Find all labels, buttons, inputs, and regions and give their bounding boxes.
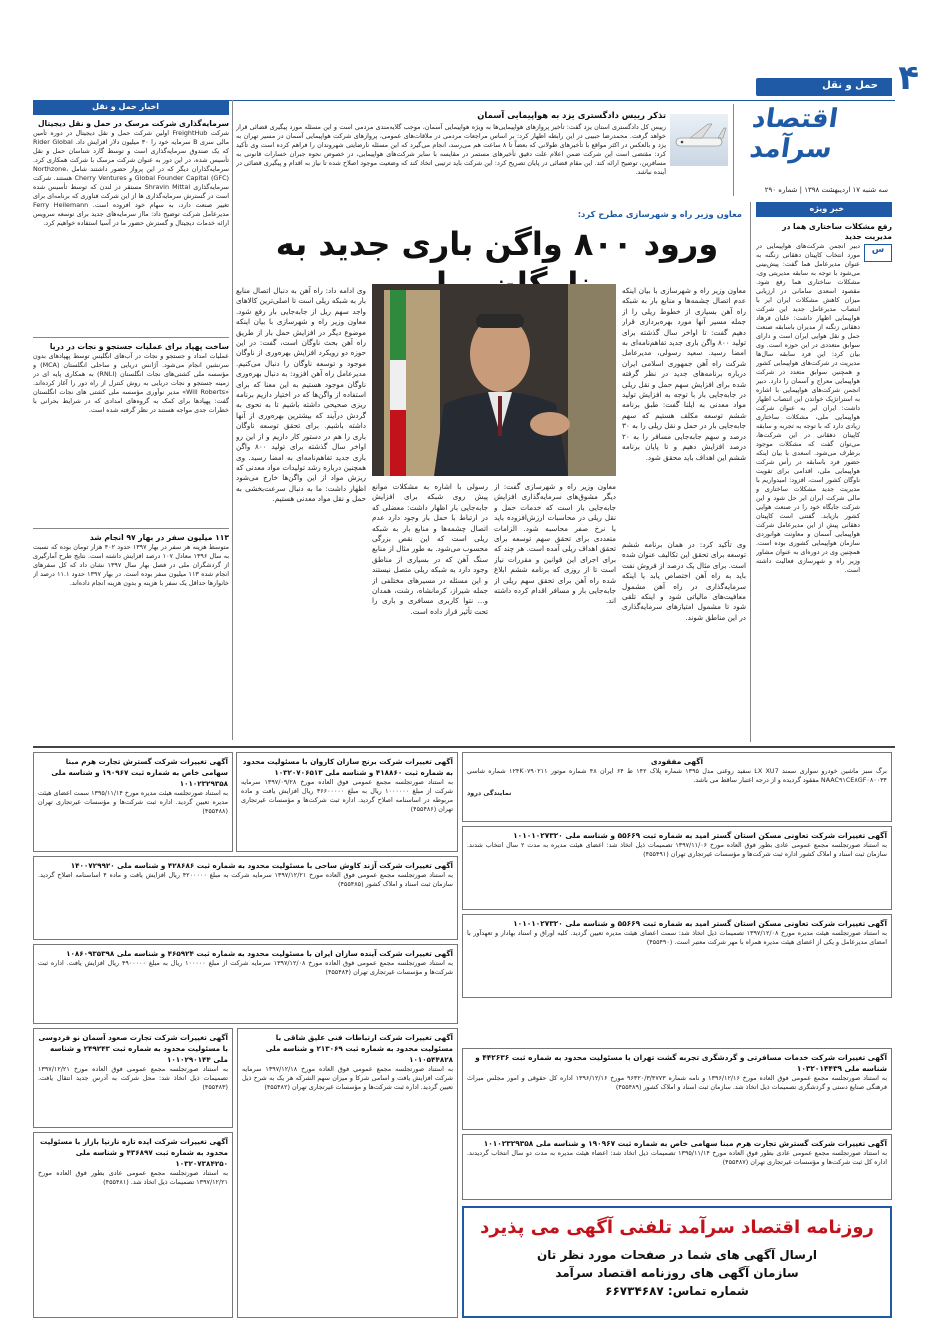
brief-item-title: ساخت پهپاد برای عملیات جستجو و نجات در دریا bbox=[49, 342, 229, 351]
brief-column-header-label: اخبار حمل و نقل bbox=[92, 102, 159, 111]
main-story-col2: معاون وزیر راه و شهرسازی گفت: از دیگر مشوق‌های سرمایه‌گذاری افزایش جابه‌جایی بار است که خدمات حمل و نقل ریلی در محاسبات ارزش‌افزوده باید با نرخ صفر محاسبه شود. الزامات متعددی برای تحقق سهم توسعه برای تحقق اهداف ریلی آمده است. هر چند که برای اجرای این قوانین و مقررات نیاز است تا از روزی که برنامه ششم ابلاغ شده راه آهن برای تحقق سهم ریلی از جابه‌جایی بار و مسافر اقدام کرده داشته اند. bbox=[494, 482, 616, 606]
brief-item bbox=[33, 118, 229, 334]
ad-title: آگهی مفقودی bbox=[650, 757, 704, 766]
news-column bbox=[756, 222, 892, 742]
promo-line2: سازمان آگهی های روزنامه اقتصاد سرآمد bbox=[555, 1266, 799, 1280]
ad-box bbox=[33, 1132, 233, 1318]
ad-title: آگهی تغییرات شرکت تعاونی مسکن استان گستر امید به شماره ثبت ۵۵۶۶۹ و شناسه ملی ۱۰۱۰۱۰۲۷۳۲۰ bbox=[513, 831, 887, 840]
brief-item-body: عملیات امداد و جستجو و نجات در آب‌های انگلیس توسط پهپادهای بدون سرنشین انجام می‌شود. آژانس دریایی و ساحلی انگلستان (MCA) و مؤسسه ملی کشتی‌های نجات انگلستان (RNLI) به همکاری پایه ای در زمینه جستجو و نجات دریایی به روش کنترل از راه دور را آغاز کرده‌اند. «Will Roberts» مدیر نوآوری مؤسسه ملی کشتی های نجات انگلستان گفت: پهپادها برای کمک به گروه‌های امدادی که در شرایط بحرانی با خطرات جدی مواجه هستند در نظر گرفته شده است. bbox=[33, 352, 229, 414]
main-story-col1: معاون وزیر راه و شهرسازی با بیان اینکه عدم اتصال چشمه‌ها و منابع بار به شبکه راه آهن بسیاری از خطوط ریلی را از جمله مسیر آنها مورد بهره‌برداری قرار دهیم گفت: تا اواخر سال گذشته برای تولید ۸۰۰ واگن باری جدید تفاهم‌نامه‌ای به امضا رسید. سعید رسولی، مدیرعامل شرکت راه آهن جمهوری اسلامی ایران درباره برنامه‌های جدید در نظر گرفته شده برای افزایش سهم حمل و نقل ریلی در جابه‌جایی بار با توجه به افزایش تولید مواد معدنی به ایلنا گفت: طبق برنامه ششم توسعه مکلف هستیم که سهم جابه‌جایی بار در حمل و نقل ریلی را به ۳۰ درصد و سهم جابه‌جایی مسافر را به ۲۰ درصد افزایش دهیم و تا پایان برنامه ششم این اهداف باید محقق شود. bbox=[622, 286, 746, 462]
promo-box bbox=[462, 1206, 892, 1318]
logo-text: اقتصاد سرآمد bbox=[747, 104, 840, 164]
brief-item-body: شرکت FreightHub اولین شرکت حمل و نقل دیجیتال در دوره تأمین مالی سری B سرمایه خود را ۳۰ میلیون دلار افزایش داد. Rider Global که یک صندوق سرمایه‌گذاری است و توسط گارد شناسان حمل و نقل تأسیس شده، در این دور به عنوان شرکت مرسک با شرکت همکاری کرد. سرمایه‌گذاران دیگر که در این پرواز حضور داشتند شامل Northzone، Global Founder Capital (GFC) و Cherry Ventures هستند. شرکت سرمایه‌گذاری Shravin Mittal مستقر در لندن که توسط تأسیس شده است در گسترش سرمایه‌گذاری ها از این شرکت فناوری که برنامه‌ای برای تغییر صنعت دارد، به سهام خود افزوده است. Ferry Heilemann مدیرعامل شرکت توضیح داد: مااز سرمایه‌های جدید برای توسعه سرویس ارائه خدمات دیجیتال و گسترش حضور ما در آسیا استفاده خواهیم کرد. bbox=[33, 129, 229, 227]
brief-item bbox=[33, 341, 229, 525]
ad-box bbox=[33, 752, 233, 852]
ad-title: آگهی تغییرات شرکت گسترش تجارت هرم مبنا سهامی خاص به شماره ثبت ۱۹۰۹۶۷ و شناسه ملی ۱۰۱۰۲۳۲۹۳۵۸ bbox=[51, 757, 228, 788]
ad-body: به استناد صورتجلسه هیئت مدیره مورخ ۱۳۹۵/۱۱/۱۴ سمت اعضای هیئت مدیره تعیین گردید. اداره ثبت شرکت‌ها و مؤسسات غیرتجاری تهران (۴۵۵۴۸۸) bbox=[38, 789, 228, 815]
ad-box bbox=[462, 1048, 892, 1130]
ad-body: برگ سبز ماشین خودرو سواری سمند LX XU7 سفید روغنی مدل ۱۳۹۵ شماره پلاک ۱۴۲ ط ۶۴ ایران ۴۸ شماره موتور ۱۲۴K۰۷۹۰۲۱۱ شماره شاسی NAAC۹۱CE۸GF۰۸۰۰۳۴ مفقود گردیده و از درجه اعتبار ساقط می باشد. bbox=[467, 767, 887, 784]
brief-column bbox=[33, 118, 229, 740]
promo-headline: روزنامه اقتصاد سرآمد تلفنی آگهی می پذیرد bbox=[480, 1217, 874, 1238]
ad-box bbox=[33, 1028, 233, 1128]
ad-title: آگهی تغییرات شرکت ایده تازه نارنیا بازار با مسئولیت محدود به شماره ثبت ۴۳۶۸۹۷ و شناسه ملی ۱۰۳۲۰۷۳۸۴۲۵۰ bbox=[40, 1137, 228, 1168]
ad-title: آگهی تغییرات شرکت آژند کاوش ساحی با مسئولیت محدود به شماره ثبت ۴۲۸۶۸۶ و شناسه ملی ۱۴۰۰۷۲۹۹۲۰ bbox=[70, 861, 453, 870]
ad-title: آگهی تغییرات شرکت تجارت صعود آسمان نو فردوسی با مسئولیت محدود به شماره ثبت ۲۴۹۲۴۳ و شناسه ملی ۱۰۱۰۲۹۰۱۴۴ bbox=[38, 1033, 228, 1064]
news-column-header-label: خبر ویژه bbox=[809, 204, 844, 213]
masthead-vrule bbox=[733, 104, 734, 196]
section-tab bbox=[756, 78, 892, 96]
ad-body: به استناد صورتجلسه مجمع عمومی فوق العاده مورخ ۱۳۹۷/۱۲/۰۸ سرمایه شرکت از مبلغ ۱۰۰۰۰۰ ریال به مبلغ ۴۹۰۰۰۰۰ ریال افزایش یافت. اداره ثبت شرکت‌ها و مؤسسات غیرتجاری تهران (۴۵۵۴۸۴) bbox=[38, 959, 453, 976]
ad-title: آگهی تغییرات شرکت برنج سازان کاروان با مسئولیت محدود به شماره ثبت ۴۱۸۸۶۰ و شناسه ملی ۱۰۳۲۰۷۰۶۵۱۳ bbox=[242, 757, 453, 777]
ad-body: به استناد صورتجلسه مجمع عمومی فوق العاده مورخ ۱۳۹۷/۱۲/۱۸ سرمایه شرکت افزایش یافت و اسامی شرکا و میزان سهم الشرکه هر یک به شرح ذیل تعیین گردید. اداره ثبت شرکت‌ها و مؤسسات غیرتجاری تهران (۴۵۵۴۸۲) bbox=[242, 1065, 453, 1091]
ad-title: آگهی تغییرات شرکت تعاونی مسکن استان گستر امید به شماره ثبت ۵۵۶۶۹ و شناسه ملی ۱۰۱۰۱۰۲۷۳۲۰ bbox=[513, 919, 887, 928]
top-story bbox=[236, 108, 728, 196]
ad-box bbox=[33, 856, 458, 940]
brief-item-title: ۱۱۳ میلیون سفر در بهار ۹۷ انجام شد bbox=[89, 533, 229, 542]
date-line: سه شنبه ۱۷ اردیبهشت ۱۳۹۸ | شماره ۲۹۰ bbox=[764, 186, 888, 194]
brief-item-title: سرمایه‌گذاری شرکت مرسک در حمل و نقل دیجیتال bbox=[37, 119, 229, 128]
promo-line1: ارسال آگهی های شما در صفحات مورد نظر تان bbox=[537, 1248, 817, 1262]
brief-column-header bbox=[33, 100, 229, 115]
ad-body: به استناد صورتجلسه مجمع عمومی فوق العاده مورخ ۱۳۹۷/۱۲/۲۱ سرمایه شرکت به مبلغ ۴۲۰۰۰۰۰ ریال افزایش یافت و ماده ۴ اساسنامه اصلاح گردید. سازمان ثبت اسناد و املاک کشور (۴۵۵۴۸۵) bbox=[38, 871, 453, 888]
page-number: ۴ bbox=[898, 58, 919, 98]
ad-title: آگهی تغییرات شرکت خدمات مسافرتی و گردشگری تجربه گشت تهران با مسئولیت محدود به شماره ثبت ۴۴۲۶۳۶ و شناسه ملی ۱۰۳۲۰۱۴۴۳۹ bbox=[475, 1053, 887, 1073]
ads-right-column bbox=[462, 752, 892, 1048]
ad-body: به استناد صورتجلسه مجمع عمومی فوق العاده مورخ ۱۳۹۷/۱۲/۲۱ تصمیمات ذیل اتخاذ شد: محل شرکت به آدرس جدید انتقال یافت. (۴۵۵۴۸۳) bbox=[38, 1065, 228, 1091]
brief-divider bbox=[33, 528, 229, 529]
top-story-title: تذکر رییس دادگستری یزد به هواپیمایی آسمان bbox=[477, 110, 666, 120]
ad-body: به استناد صورتجلسه مجمع عمومی فوق العاده مورخ ۱۳۹۷/۰۹/۲۸ سرمایه شرکت از مبلغ ۱۰۰۰۰۰۰ ریال به مبلغ ۳۶۶۰۰۰۰۰ ریال افزایش یافت و ماده مربوطه در اساسنامه اصلاح گردید. اداره ثبت شرکت‌ها و مؤسسات غیرتجاری تهران (۴۵۵۴۸۶) bbox=[241, 778, 453, 813]
ad-body: به استناد صورتجلسه مجمع عمومی فوق العاده مورخ ۱۳۹۶/۱۲/۱۶ و نامه شماره ۹۶۳۲۰/۳/۴۷۷۳ مورخ ۱۳۹۶/۱۲/۱۶ اداره کل حقوقی و امور مجلس میراث فرهنگی صنایع دستی و گردشگری تصمیمات ذیل اتخاذ شد. سازمان ثبت اسناد و املاک کشور (۴۵۵۴۸۹) bbox=[467, 1074, 888, 1091]
ad-title: آگهی تغییرات شرکت آینده سازان ایران با مسئولیت محدود به شماره ثبت ۴۶۵۹۲۴ و شناسه ملی ۱۰۸۶۰۹۳۵۳۹۸ bbox=[66, 949, 453, 958]
main-story-col4: وی ادامه داد: راه آهن به دنبال اتصال منابع بار به شبکه ریلی است تا اصلی‌ترین کالاهای واجد سهم ریل از جابه‌جایی بار رفع شود. معاون وزیر راه و شهرسازی با بیان اینکه موضوع دیگر در افزایش حمل بار از طریق راه آهن بحث ناوگان است، گفت: در این حوزه دو رویکرد افزایش بهره‌وری از ناوگان موجود و توسعه ناوگان را دنبال می‌کنیم. مدیرعامل راه آهن افزود: به دنبال بهره‌وری ناوگان موجود هستیم به این معنا که برای استفاده از واگن‌ها که در اختیار داریم برنامه ریزی صحیحی داشته باشیم تا به نحوی به گردش درآیند که بیشترین بهره‌وری از آنها داشته باشیم. برای تحقق توسعه ناوگان باری را هم در دستور کار داریم و از این رو اواخر سال گذشته برای تولید ۸۰۰ واگن باری جدید تفاهم‌نامه‌ای به امضا رسید. وی همچنین درباره رشد تولیدات مواد معدنی که ریزش مواد از این واگن‌ها خارج می‌شود اظهار داشت: ما به دنبال سرعت‌بخشی به حمل و نقل مواد معدنی هستیم. bbox=[236, 286, 366, 504]
brand-mark-icon: س bbox=[864, 244, 892, 262]
news-column-body: دبیر انجمن شرکت‌های هواپیمایی در مورد انتخاب کاپیتان دهقانی زنگنه به عنوان مدیرعامل هما گفت: پیش‌بینی می‌شود با توجه به سابقه مدیریتی وی، مشکلات ساختاری هما رفع شود. مقصود اسعدی سامانی در ارزیابی میزان کاهش مشکلات ایران ایر با انتصاب مدیرعامل جدید این شرکت هواپیمایی اظهار داشت: خلبان فرهاد دهقانی زنگنه از مدیران باسابقه صنعت حمل و نقل هوایی ایران است و دارای سوابق متعددی در این حوزه است. وی بیان کرد: این فرد سابقه سال‌ها مدیریت در شرکت‌های هواپیمایی کشور و همچنین سوابق متعدد در شرکت هواپیمایی معراج و آسمان را دارد. دبیر انجمن شرکت‌های هواپیمایی با اشاره به استراتژیک خواندن این انتصاب اظهار داشت: ایران ایر به عنوان شرکت هواپیمایی ملی، مشکلات ساختاری زیادی دارد که با توجه به تجربه و سابقه کاپیتان دهقانی در این شرکت‌ها، می‌توان گفت که مشکلات موجود برطرف می‌شود. اسعدی با بیان اینکه حضور فرد باسابقه در رأس شرکت هواپیمایی ملی، اقدامی برای تقویت ناوگان کشور است، افزود: امیدواریم با مدیریت جدید مشکلات ساختاری و مالی شرکت ایران ایر حل شود و این شرکت جایگاه خود را در صنعت هوایی کشور بازیابد. گفتنی است کاپیتان دهقانی پیش از این مدیرعامل شرکت هواپیمایی آسمان و معاونت هوانوردی سازمان هواپیمایی کشوری بوده است. همچنین وی در دوره‌ای به عنوان مشاور وزیر راه و شهرسازی فعالیت داشته است. bbox=[756, 242, 860, 574]
ad-body: به استناد صورتجلسه مجمع عمومی عادی بطور فوق العاده مورخ ۱۳۹۵/۱۱/۱۴ تصمیمات ذیل اتخاذ شد: اعضاء هیئت مدیره به مدت دو سال انتخاب گردیدند. اداره کل ثبت شرکت‌ها و مؤسسات غیرتجاری تهران (۴۵۵۴۸۷) bbox=[467, 1149, 887, 1166]
right-column-vrule bbox=[750, 202, 751, 742]
ad-box bbox=[462, 752, 892, 822]
ad-box bbox=[236, 752, 458, 852]
news-column-title: رفع مشکلات ساختاری هما در مدیریت جدید bbox=[782, 222, 892, 241]
official-photo bbox=[372, 284, 616, 476]
promo-line3: شماره تماس: ۶۶۷۳۴۶۸۷ bbox=[605, 1284, 749, 1298]
ad-box bbox=[237, 1028, 458, 1318]
main-story-col1b: وی تأکید کرد: در همان برنامه ششم توسعه برای تحقق این تکالیف عنوان شده است. برای مثال یک درصد از فروش نفت باید به راه آهن اختصاص یابد یا اینکه سرمایه‌گذاری در راه آهن مشمول معافیت‌های مالیاتی شود و اینکه تلقی شود تا مشمول امتیازهای سرمایه‌گذاری در این مناطق شوند. bbox=[622, 540, 746, 622]
ad-box bbox=[33, 944, 458, 1024]
brief-item bbox=[33, 532, 229, 742]
ad-box bbox=[462, 826, 892, 910]
main-story-kicker: معاون وزیر راه و شهرسازی مطرح کرد: bbox=[577, 209, 742, 219]
logo bbox=[738, 104, 848, 174]
ad-title: آگهی تغییرات شرکت گسترش تجارت هرم مبنا سهامی خاص به شماره ثبت ۱۹۰۹۶۷ و شناسه ملی ۱۰۱۰۲۳۲۹۳۵۸ bbox=[483, 1139, 887, 1148]
main-story-col3: رسولی با اشاره به مشکلات موانع پیش روی شبکه برای افزایش جابه‌جایی بار اظهار داشت: معضلی که در ارتباط با حمل بار وجود دارد عدم اتصال چشمه‌ها و منابع بار به شبکه ریلی است که این نقص بزرگی محسوب می‌شود. به طور مثال از منابع سنگ آهن که در بسیاری از مناطق وجود دارد به شبکه ریلی متصل نیستند و این مسئله در مسیرهای مختلفی از جمله شیراز، کرمانشاه، رشت، همدان و... نتوا کاربری مسافری و باری را تحت تأثیر قرار داده است. bbox=[372, 482, 488, 616]
ad-body: به استناد صورتجلسه مجمع عمومی عادی بطور فوق العاده مورخ ۱۳۹۷/۱۲/۲۱ تصمیمات ذیل اتخاذ شد. (۴۵۵۴۸۱) bbox=[38, 1169, 228, 1186]
ad-box bbox=[462, 914, 892, 998]
plane-image bbox=[670, 114, 728, 166]
ad-title: آگهی تغییرات شرکت ارتباطات فنی علیق شاقی با مسئولیت محدود به شماره ثبت ۲۱۳۰۶۹ و شناسه ملی ۱۰۱۰۵۴۴۸۲۸ bbox=[265, 1033, 453, 1064]
section-label: حمل و نقل bbox=[822, 80, 878, 91]
news-column-header bbox=[756, 202, 892, 217]
brief-item-body: متوسط هزینه هر سفر در بهار ۱۳۹۷ حدود ۴۰۲ هزار تومان بوده که نسبت به سال ۱۳۹۶ معادل ۱۰۷ درصد افزایش داشته است. نتایج طرح آمارگیری از گردشگران ملی در فصل بهار سال ۱۳۹۷ نشان داد که کل سفرهای انجام شده ۱۱۳ میلیون سفر بوده است. در بهار ۱۳۹۷ حدود ۱۱.۱ درصد از خانوارها حداقل یک سفر با هزینه و بدون هزینه انجام داده‌اند. bbox=[33, 543, 229, 587]
ad-body: به استناد صورتجلسه مجمع عمومی عادی بطور فوق العاده مورخ ۱۳۹۷/۱۱/۰۶ تصمیمات ذیل اتخاذ شد: اعضای هیئت مدیره به مدت ۲ سال انتخاب شدند. سازمان ثبت اسناد و املاک کشور اداره ثبت شرکت‌ها و مؤسسات غیرتجاری تهران (۴۵۵۴۹۱) bbox=[467, 841, 887, 858]
ad-body: به استناد صورتجلسه هیئت مدیره مورخ ۱۳۹۷/۱۲/۰۸ تصمیمات ذیل اتخاذ شد: سمت اعضای هیئت مدیره تعیین گردید. کلیه اوراق و اسناد بهادار و تعهدآور با امضای مدیرعامل و یکی از اعضای هیئت مدیره همراه با مهر شرکت معتبر است. (۴۵۵۴۹۰) bbox=[467, 929, 887, 946]
brief-divider bbox=[33, 337, 229, 338]
ad-box bbox=[462, 1134, 892, 1200]
top-story-body: رییس کل دادگستری استان یزد گفت: تأخیر پروازهای هواپیمایی‌ها به ویژه هواپیمایی آسمان، موجب گلایه‌مندی مردمی است و این مسئله مورد پیگیری قضائی قرار خواهد گرفت. محمدرضا حبیبی در این رابطه اظهار کرد: بر اساس مراجعات مردمی در ملاقات‌های عمومی، پروازهای شرکت هواپیمایی آسمان در مسیر تهران به یزد و بالعکس در اکثر مواقع با تأخیرهای طولانی که بعضاً تا ۸ ساعت هم می‌رسد، انجام می‌گیرد که این مسئله نارضایتی شهروندان را فراهم کرده است وی تأکید کرد: مقتضی است این شرکت ضمن اعلام علت دقیق تأخیرهای مستمر در مقایسه با سایر شرکت‌های هواپیمایی، در خصوص نحوه جبران خسارات قانونی به مسافرین، توضیح ارائه کند. این مقام قضائی در پایان تصریح کرد: این شرکت باید ترتیبی اتخاذ کند که وضعیت موجود اصلاح شده تا نیاز به اقدام و پیگیری قضائی در آینده نباشد. bbox=[236, 123, 666, 176]
ad-signature: نمایندگی درود bbox=[467, 789, 512, 797]
left-column-vrule bbox=[232, 100, 233, 740]
main-story-headline: ورود ۸۰۰ واگن باری جدید به bbox=[275, 225, 719, 263]
ads-top-rule bbox=[33, 746, 895, 748]
